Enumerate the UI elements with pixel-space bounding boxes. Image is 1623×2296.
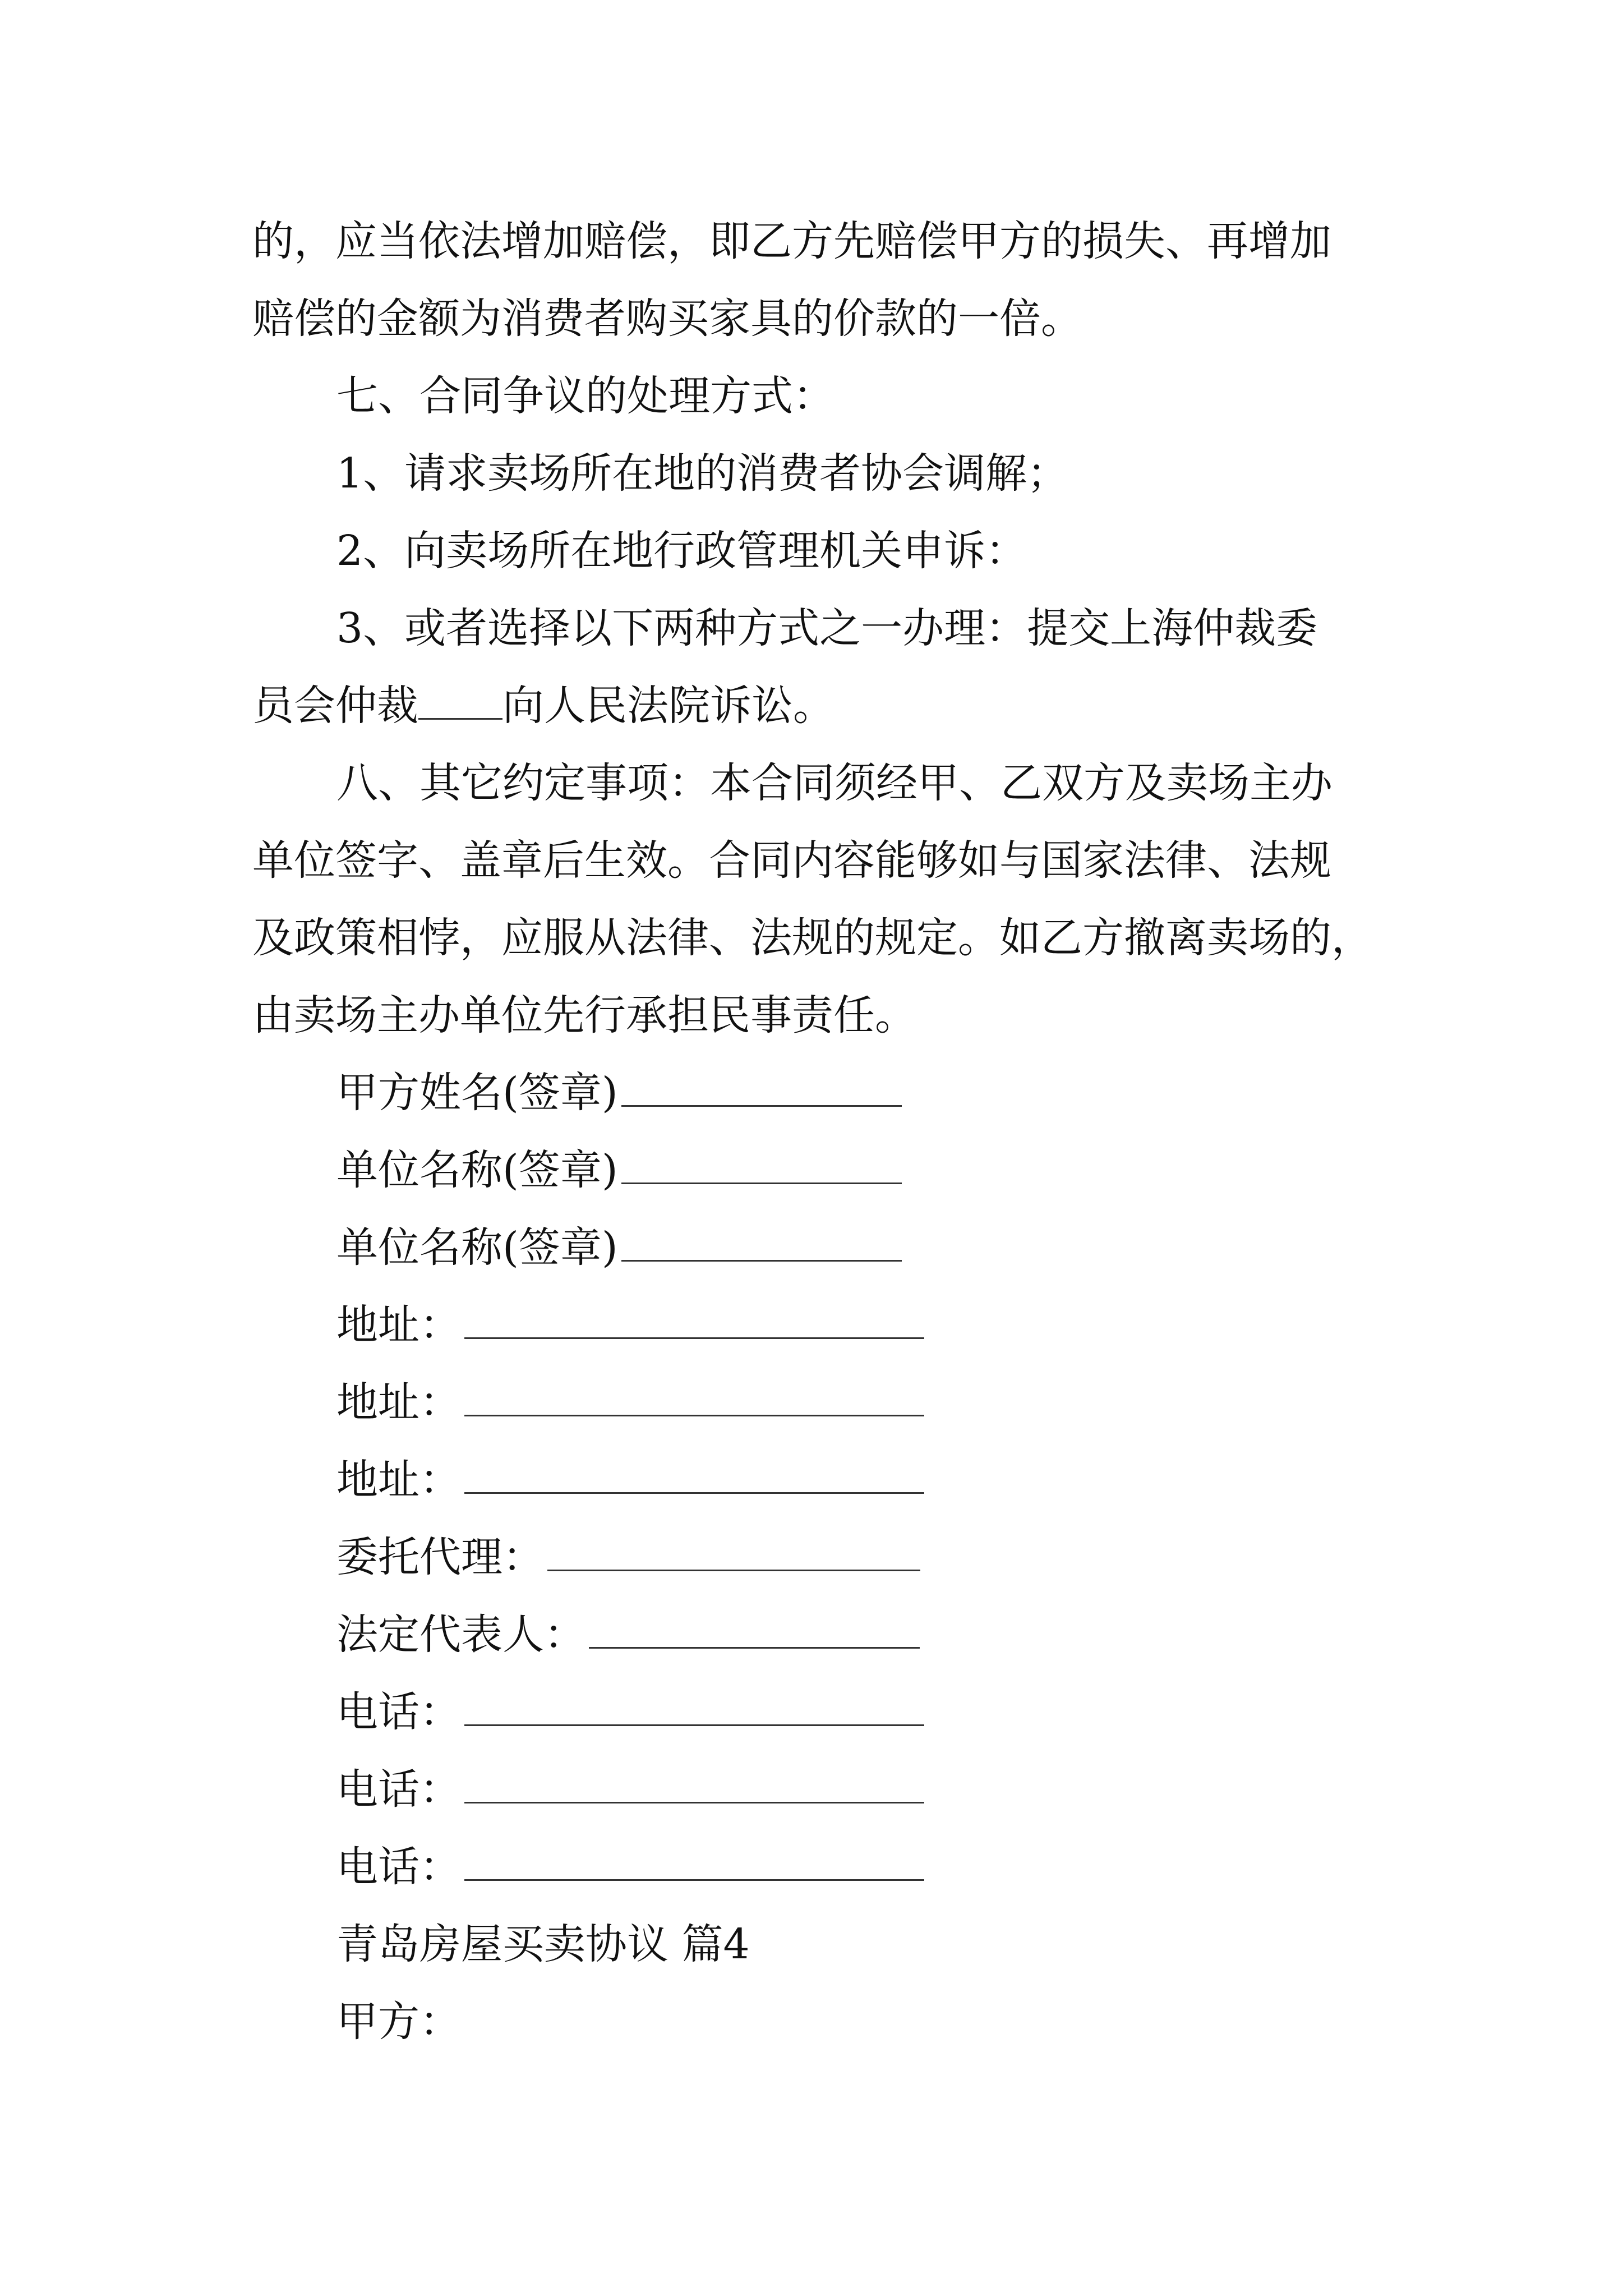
signature-field-address-2	[336, 1374, 924, 1430]
signature-line[interactable]	[464, 1378, 924, 1416]
body-line-9: 单位签字、盖章后生效。合同内容能够如与国家法律、法规	[252, 836, 1331, 885]
body-line-1: 的，应当依法增加赔偿，即乙方先赔偿甲方的损失、再增加	[252, 217, 1331, 265]
field-label: 甲方姓名(签章)	[336, 1069, 618, 1117]
field-label: 委托代理：	[336, 1533, 544, 1581]
signature-field-agent	[336, 1529, 920, 1585]
party-a-label: 甲方：	[336, 1998, 461, 2046]
field-label: 单位名称(签章)	[336, 1223, 618, 1272]
signature-line[interactable]	[621, 1068, 902, 1107]
signature-field-legal-rep	[336, 1607, 920, 1663]
signature-field-unit-2	[336, 1220, 902, 1276]
signature-field-party-a	[336, 1065, 902, 1121]
signature-line[interactable]	[464, 1300, 924, 1339]
signature-line[interactable]	[464, 1765, 924, 1803]
field-label: 单位名称(签章)	[336, 1146, 618, 1194]
list-item-1: 1、请求卖场所在地的消费者协会调解；	[336, 449, 1069, 498]
signature-line[interactable]	[464, 1842, 924, 1881]
body-line-10: 及政策相悖，应服从法律、法规的规定。如乙方撤离卖场的，	[252, 914, 1373, 962]
field-label: 电话：	[336, 1843, 461, 1891]
section-heading: 青岛房屋买卖协议 篇4	[336, 1920, 750, 1968]
list-item-3-continued	[252, 678, 834, 734]
signature-field-address-1	[336, 1297, 924, 1353]
field-label: 地址：	[336, 1301, 461, 1349]
litigation-text: 向人民法院诉讼。	[502, 682, 834, 730]
field-label: 电话：	[336, 1765, 461, 1814]
signature-line[interactable]	[621, 1223, 902, 1262]
signature-line[interactable]	[464, 1687, 924, 1726]
signature-field-address-3	[336, 1452, 924, 1508]
arbitration-blank	[418, 679, 502, 720]
field-label: 地址：	[336, 1456, 461, 1504]
field-label: 法定代表人：	[336, 1611, 585, 1659]
body-line-11: 由卖场主办单位先行承担民事责任。	[252, 991, 916, 1039]
body-line-2: 赔偿的金额为消费者购买家具的价款的一倍。	[252, 295, 1082, 343]
signature-line[interactable]	[589, 1610, 920, 1649]
signature-field-phone-3	[336, 1839, 924, 1895]
field-label: 地址：	[336, 1378, 461, 1427]
signature-field-phone-2	[336, 1761, 924, 1818]
signature-field-unit-1	[336, 1142, 902, 1198]
list-item-3: 3、或者选择以下两种方式之一办理：提交上海仲裁委	[336, 604, 1318, 652]
list-item-2: 2、向卖场所在地行政管理机关申诉：	[336, 527, 1027, 575]
arbitration-text: 员会仲裁	[252, 682, 418, 730]
signature-line[interactable]	[464, 1455, 924, 1494]
signature-line[interactable]	[621, 1145, 902, 1184]
section-heading-seven: 七、合同争议的处理方式：	[336, 372, 834, 420]
signature-line[interactable]	[547, 1533, 920, 1571]
section-heading-eight: 八、其它约定事项：本合同须经甲、乙双方及卖场主办	[336, 759, 1332, 807]
field-label: 电话：	[336, 1688, 461, 1736]
signature-field-phone-1	[336, 1684, 924, 1740]
